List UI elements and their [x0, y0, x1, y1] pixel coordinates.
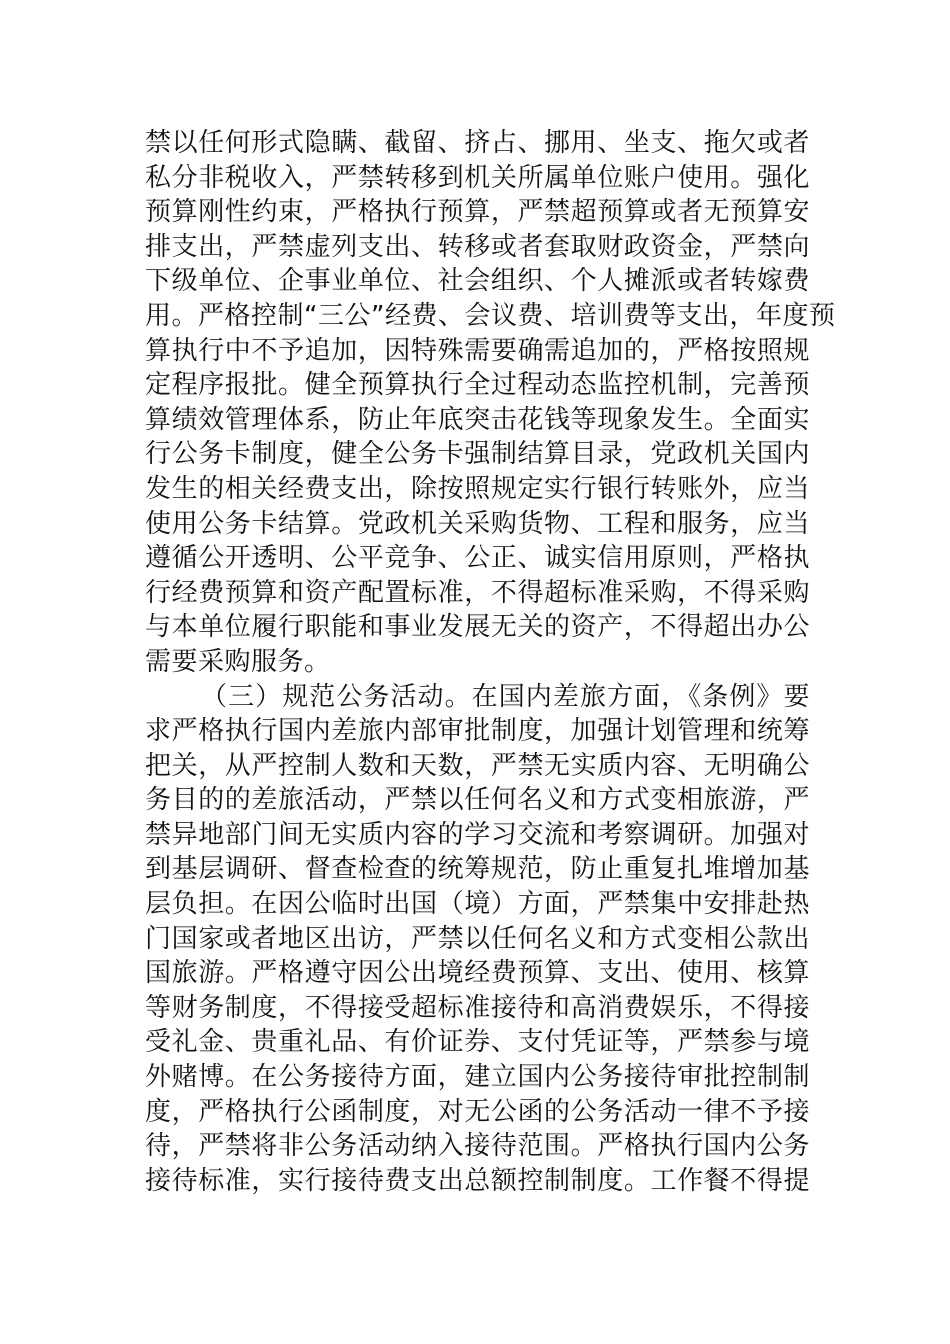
text-line: 遵循公开透明、公平竞争、公正、诚实信用原则，严格执 [145, 543, 810, 574]
text-line: 等财务制度，不得接受超标准接待和高消费娱乐，不得接 [145, 992, 810, 1023]
text-line: 接待标准，实行接待费支出总额控制制度。工作餐不得提 [145, 1165, 810, 1196]
text-line: 私分非税收入，严禁转移到机关所属单位账户使用。强化 [145, 162, 810, 193]
text-line: 把关，从严控制人数和天数，严禁无实质内容、无明确公 [145, 750, 810, 781]
text-line: 使用公务卡结算。党政机关采购货物、工程和服务，应当 [145, 508, 810, 539]
text-line: 务目的的差旅活动，严禁以任何名义和方式变相旅游，严 [145, 785, 810, 816]
text-line: 用。严格控制“三公”经费、会议费、培训费等支出，年度预 [145, 300, 836, 331]
text-line: 层负担。在因公临时出国（境）方面，严禁集中安排赴热 [145, 889, 810, 920]
text-line: 定程序报批。健全预算执行全过程动态监控机制，完善预 [145, 370, 810, 401]
body-text [145, 126, 836, 1198]
text-line: 发生的相关经费支出，除按照规定实行银行转账外，应当 [145, 473, 810, 504]
text-line: 禁以任何形式隐瞒、截留、挤占、挪用、坐支、拖欠或者 [145, 128, 810, 158]
text-line: 门国家或者地区出访，严禁以任何名义和方式变相公款出 [145, 923, 810, 954]
text-line: 算绩效管理体系，防止年底突击花钱等现象发生。全面实 [145, 404, 810, 435]
text-line: 排支出，严禁虚列支出、转移或者套取财政资金，严禁向 [145, 231, 810, 262]
text-line: 度，严格执行公函制度，对无公函的公务活动一律不予接 [145, 1096, 810, 1127]
text-line: 下级单位、企事业单位、社会组织、个人摊派或者转嫁费 [145, 266, 810, 297]
text-line: 外赌博。在公务接待方面，建立国内公务接待审批控制制 [145, 1062, 810, 1093]
text-line: 受礼金、贵重礼品、有价证券、支付凭证等，严禁参与境 [145, 1027, 810, 1058]
text-line: 算执行中不予追加，因特殊需要确需追加的，严格按照规 [145, 335, 810, 366]
text-line: 预算刚性约束，严格执行预算，严禁超预算或者无预算安 [145, 197, 810, 228]
text-line: 到基层调研、督查检查的统筹规范，防止重复扎堆增加基 [145, 854, 810, 885]
text-line: 禁异地部门间无实质内容的学习交流和考察调研。加强对 [145, 819, 810, 850]
text-line: 需要采购服务。 [145, 646, 331, 677]
section-heading-line: （三）规范公务活动。在国内差旅方面，《条例》要 [201, 681, 810, 712]
text-line: 行公务卡制度，健全公务卡强制结算目录，党政机关国内 [145, 439, 810, 470]
text-line: 待，严禁将非公务活动纳入接待范围。严格执行国内公务 [145, 1131, 810, 1162]
text-line: 求严格执行国内差旅内部审批制度，加强计划管理和统筹 [145, 716, 810, 747]
text-line: 国旅游。严格遵守因公出境经费预算、支出、使用、核算 [145, 958, 810, 989]
text-line: 行经费预算和资产配置标准，不得超标准采购，不得采购 [145, 577, 810, 608]
text-line: 与本单位履行职能和事业发展无关的资产，不得超出办公 [145, 612, 810, 643]
